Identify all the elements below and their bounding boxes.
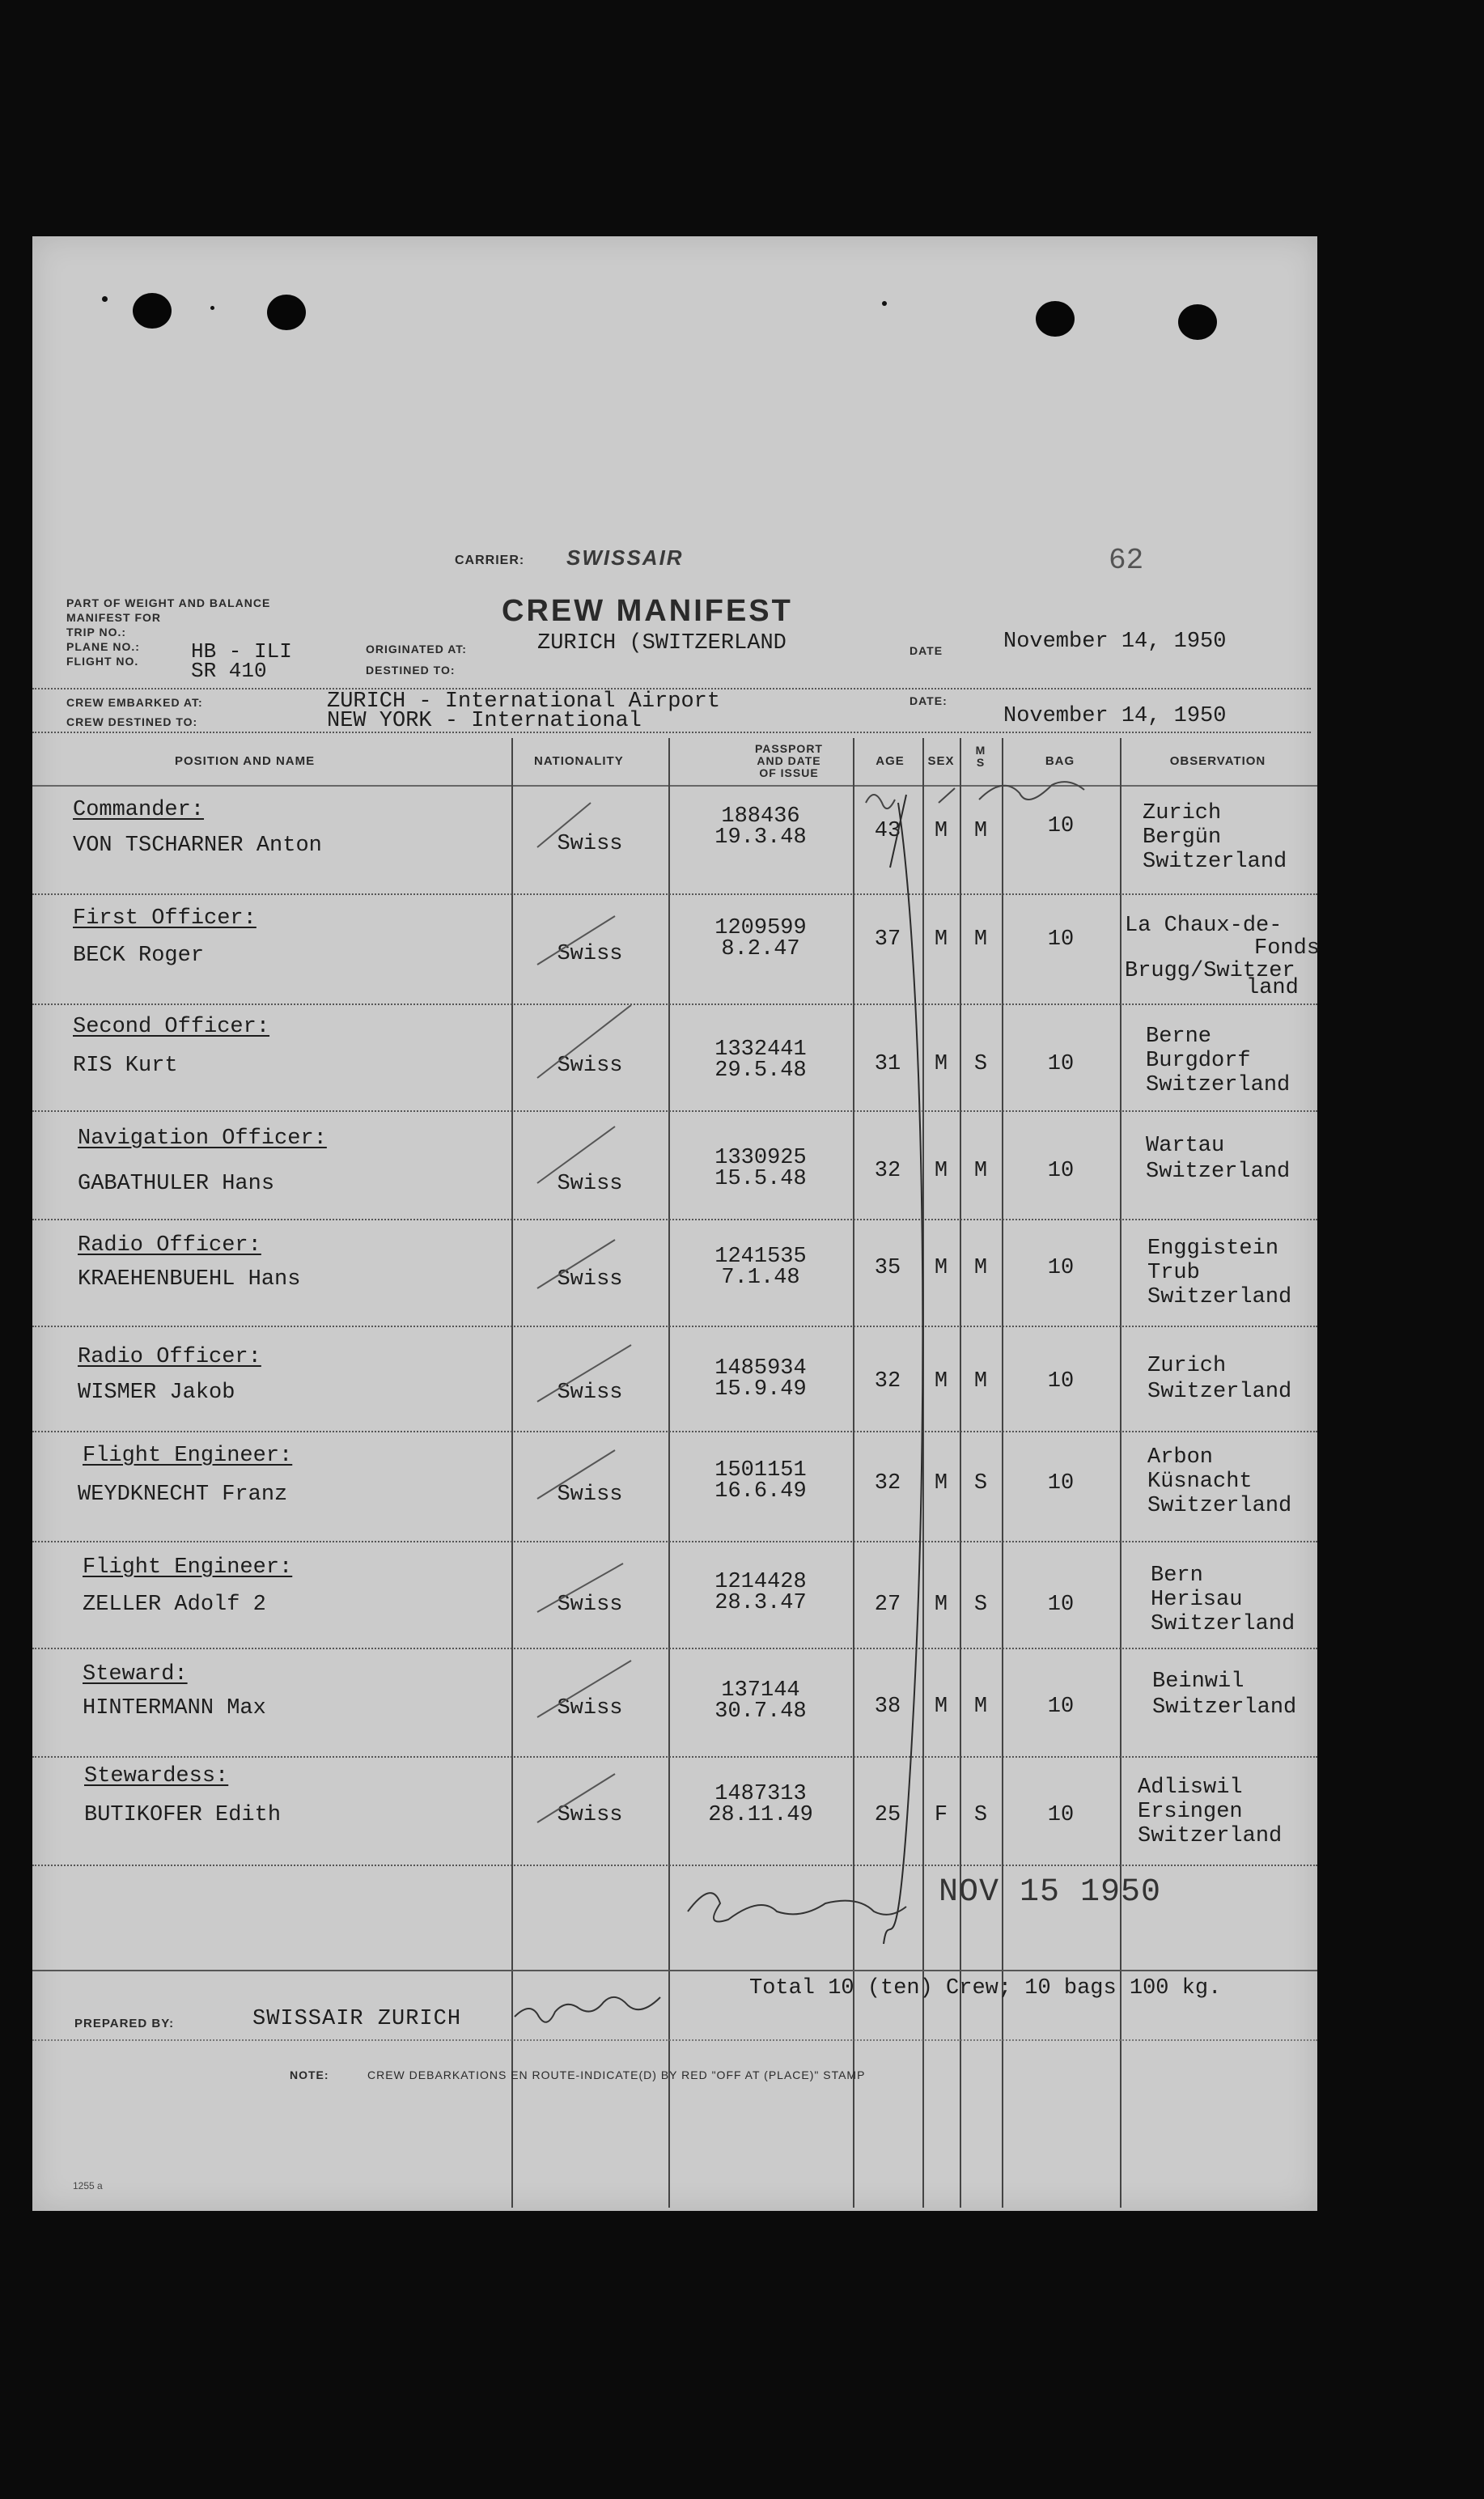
age: 32	[874, 1159, 901, 1183]
row-divider	[32, 893, 1317, 895]
crew-name: RIS Kurt	[73, 1054, 178, 1078]
page-title: CREW MANIFEST	[502, 594, 793, 628]
position-title: Stewardess:	[84, 1764, 229, 1788]
nationality: Swiss	[557, 1483, 623, 1507]
bag-count: 10	[1047, 1593, 1075, 1617]
crew-name: BECK Roger	[73, 944, 205, 968]
marital-status: M	[973, 1256, 988, 1280]
row-divider	[32, 1431, 1317, 1432]
column-rule	[668, 738, 670, 2208]
col-sex: SEX	[927, 754, 955, 768]
position-title: Steward:	[83, 1662, 188, 1687]
age: 27	[874, 1593, 901, 1617]
bag-count: 10	[1047, 1695, 1075, 1719]
bag-count: 10	[1047, 1803, 1075, 1827]
crew-name: HINTERMANN Max	[83, 1696, 266, 1720]
nationality: Swiss	[557, 832, 623, 856]
bag-count: 10	[1047, 1256, 1075, 1280]
observation: Berne Burgdorf Switzerland	[1146, 1025, 1291, 1097]
sex: M	[934, 1471, 948, 1496]
punch-hole	[1036, 301, 1075, 337]
passport-issue-date: 15.5.48	[714, 1167, 807, 1191]
position-title: Commander:	[73, 798, 205, 822]
position-title: Radio Officer:	[78, 1345, 261, 1369]
flight-no: SR 410	[191, 659, 267, 683]
passport-issue-date: 28.3.47	[714, 1591, 807, 1615]
bag-count: 10	[1047, 814, 1075, 838]
position-title: Radio Officer:	[78, 1233, 261, 1258]
speck	[102, 296, 108, 302]
bag-count: 10	[1047, 1159, 1075, 1183]
observation: Enggistein Trub Switzerland	[1147, 1237, 1292, 1309]
nationality: Swiss	[557, 1267, 623, 1292]
passport-number: 1214428	[714, 1570, 807, 1594]
col-age: AGE	[876, 754, 905, 768]
age: 32	[874, 1369, 901, 1394]
sex: M	[934, 927, 948, 952]
date-label-2: DATE:	[909, 694, 948, 707]
crew-name: BUTIKOFER Edith	[84, 1803, 282, 1827]
marital-status: S	[973, 1052, 988, 1076]
sex: M	[934, 1052, 948, 1076]
passport-issue-date: 29.5.48	[714, 1059, 807, 1083]
observation: Wartau Switzerland	[1146, 1134, 1291, 1184]
date-stamp: NOV 15 1950	[939, 1874, 1162, 1911]
position-title: Navigation Officer:	[78, 1126, 327, 1151]
marital-status: S	[973, 1593, 988, 1617]
date-value: November 14, 1950	[1003, 630, 1227, 654]
sex: M	[934, 1369, 948, 1394]
page-number: 62	[1109, 544, 1144, 577]
passport-number: 1332441	[714, 1037, 807, 1062]
prepared-by-value: SWISSAIR ZURICH	[252, 2007, 462, 2031]
prepared-by-label: PREPARED BY:	[74, 2017, 175, 2030]
observation: Bern Herisau Switzerland	[1151, 1563, 1295, 1636]
punch-hole	[267, 295, 306, 330]
passport-number: 1487313	[714, 1782, 807, 1806]
note-text: CREW DEBARKATIONS EN ROUTE-INDICATE(D) BY RED "OFF AT (PLACE)" STAMP	[367, 2068, 866, 2081]
age: 25	[874, 1803, 901, 1827]
age: 35	[874, 1256, 901, 1280]
marital-status: M	[973, 1369, 988, 1394]
row-divider	[32, 1110, 1317, 1112]
nationality: Swiss	[557, 1172, 623, 1196]
col-passport: PASSPORT AND DATE OF ISSUE	[755, 742, 823, 779]
age: 38	[874, 1695, 901, 1719]
marital-status: M	[973, 1159, 988, 1183]
row-divider	[32, 1756, 1317, 1758]
passport-number: 1330925	[714, 1146, 807, 1170]
position-title: Second Officer:	[73, 1015, 270, 1039]
carrier-stamp: SWISSAIR	[566, 545, 684, 570]
nationality: Swiss	[557, 1696, 623, 1720]
col-ms: M S	[975, 744, 986, 769]
crew-destined-value: NEW YORK - International	[327, 709, 642, 733]
divider	[32, 732, 1311, 733]
crew-name: WISMER Jakob	[78, 1381, 235, 1405]
observation: Zurich Switzerland	[1147, 1354, 1292, 1404]
date-label: DATE	[909, 644, 943, 657]
crew-name: WEYDKNECHT Franz	[78, 1483, 288, 1507]
passport-number: 137144	[721, 1678, 800, 1703]
marital-status: M	[973, 927, 988, 952]
passport-issue-date: 7.1.48	[721, 1266, 800, 1290]
crew-embarked-value: ZURICH - International Airport	[327, 689, 721, 714]
age: 31	[874, 1052, 901, 1076]
col-nationality: NATIONALITY	[534, 754, 624, 768]
form-number: 1255 a	[73, 2180, 103, 2191]
col-observation: OBSERVATION	[1169, 754, 1266, 768]
crew-name: GABATHULER Hans	[78, 1172, 275, 1196]
nationality: Swiss	[557, 1803, 623, 1827]
sex: M	[934, 1159, 948, 1183]
observation: Beinwil Switzerland	[1152, 1670, 1297, 1720]
passport-issue-date: 30.7.48	[714, 1699, 807, 1724]
passport-issue-date: 8.2.47	[721, 937, 800, 961]
marital-status: M	[973, 819, 988, 843]
sex: M	[934, 1593, 948, 1617]
carrier-label: CARRIER:	[455, 554, 525, 567]
handwritten-marks	[32, 236, 1317, 2211]
crew-name: KRAEHENBUEHL Hans	[78, 1267, 301, 1292]
age: 37	[874, 927, 901, 952]
punch-hole	[1178, 304, 1217, 340]
date-value-2: November 14, 1950	[1003, 704, 1227, 728]
total-line: Total 10 (ten) Crew; 10 bags 100 kg.	[749, 1976, 1222, 2000]
sex: M	[934, 1256, 948, 1280]
row-divider	[32, 1541, 1317, 1542]
passport-number: 188436	[721, 804, 800, 829]
col-bag: BAG	[1045, 754, 1075, 768]
originated-label: ORIGINATED AT:	[366, 643, 467, 656]
marital-status: M	[973, 1695, 988, 1719]
passport-issue-date: 15.9.49	[714, 1377, 807, 1402]
destined-label: DESTINED TO:	[366, 664, 456, 677]
position-title: First Officer:	[73, 906, 257, 931]
divider	[32, 785, 1317, 787]
crew-name: ZELLER Adolf 2	[83, 1593, 266, 1617]
column-rule	[511, 738, 513, 2208]
crew-embarked-label: CREW EMBARKED AT:	[66, 696, 203, 709]
manifest-sheet	[32, 236, 1321, 2211]
position-title: Flight Engineer:	[83, 1555, 293, 1580]
col-position: POSITION AND NAME	[175, 754, 316, 768]
sex: M	[934, 819, 948, 843]
nationality: Swiss	[557, 942, 623, 966]
position-title: Flight Engineer:	[83, 1444, 293, 1468]
passport-issue-date: 19.3.48	[714, 825, 807, 850]
punch-hole	[133, 293, 172, 329]
passport-issue-date: 28.11.49	[708, 1803, 813, 1827]
speck	[210, 306, 214, 310]
passport-number: 1485934	[714, 1356, 807, 1381]
row-divider	[32, 1648, 1317, 1649]
observation: Arbon Küsnacht Switzerland	[1147, 1445, 1292, 1518]
passport-number: 1241535	[714, 1245, 807, 1269]
age: 32	[874, 1471, 901, 1496]
part-of-label: PART OF WEIGHT AND BALANCE MANIFEST FOR TRIP NO.: PLANE NO.: FLIGHT NO.	[66, 596, 271, 668]
plane-no: HB - ILI	[191, 639, 292, 664]
marital-status: S	[973, 1803, 988, 1827]
passport-number: 1209599	[714, 916, 807, 940]
crew-destined-label: CREW DESTINED TO:	[66, 715, 198, 728]
nationality: Swiss	[557, 1054, 623, 1078]
sex: M	[934, 1695, 948, 1719]
crew-name: VON TSCHARNER Anton	[73, 834, 322, 858]
passport-number: 1501151	[714, 1458, 807, 1483]
observation: La Chaux-de- Fonds Brugg/Switzer land	[1125, 914, 1321, 1000]
row-divider	[32, 1003, 1317, 1005]
nationality: Swiss	[557, 1381, 623, 1405]
row-divider	[32, 1326, 1317, 1327]
sex: F	[934, 1803, 948, 1827]
bag-count: 10	[1047, 927, 1075, 952]
divider	[32, 2039, 1317, 2041]
divider	[32, 1970, 1317, 1971]
observation: Adliswil Ersingen Switzerland	[1138, 1776, 1283, 1848]
bag-count: 10	[1047, 1369, 1075, 1394]
bag-count: 10	[1047, 1471, 1075, 1496]
marital-status: S	[973, 1471, 988, 1496]
row-divider	[32, 1865, 1317, 1866]
observation: Zurich Bergün Switzerland	[1143, 801, 1287, 874]
originated-value: ZURICH (SWITZERLAND	[537, 631, 787, 656]
bag-count: 10	[1047, 1052, 1075, 1076]
speck	[882, 301, 887, 306]
passport-issue-date: 16.6.49	[714, 1479, 807, 1504]
nationality: Swiss	[557, 1593, 623, 1617]
row-divider	[32, 1219, 1317, 1220]
note-label: NOTE:	[290, 2068, 329, 2081]
age: 43	[874, 819, 901, 843]
